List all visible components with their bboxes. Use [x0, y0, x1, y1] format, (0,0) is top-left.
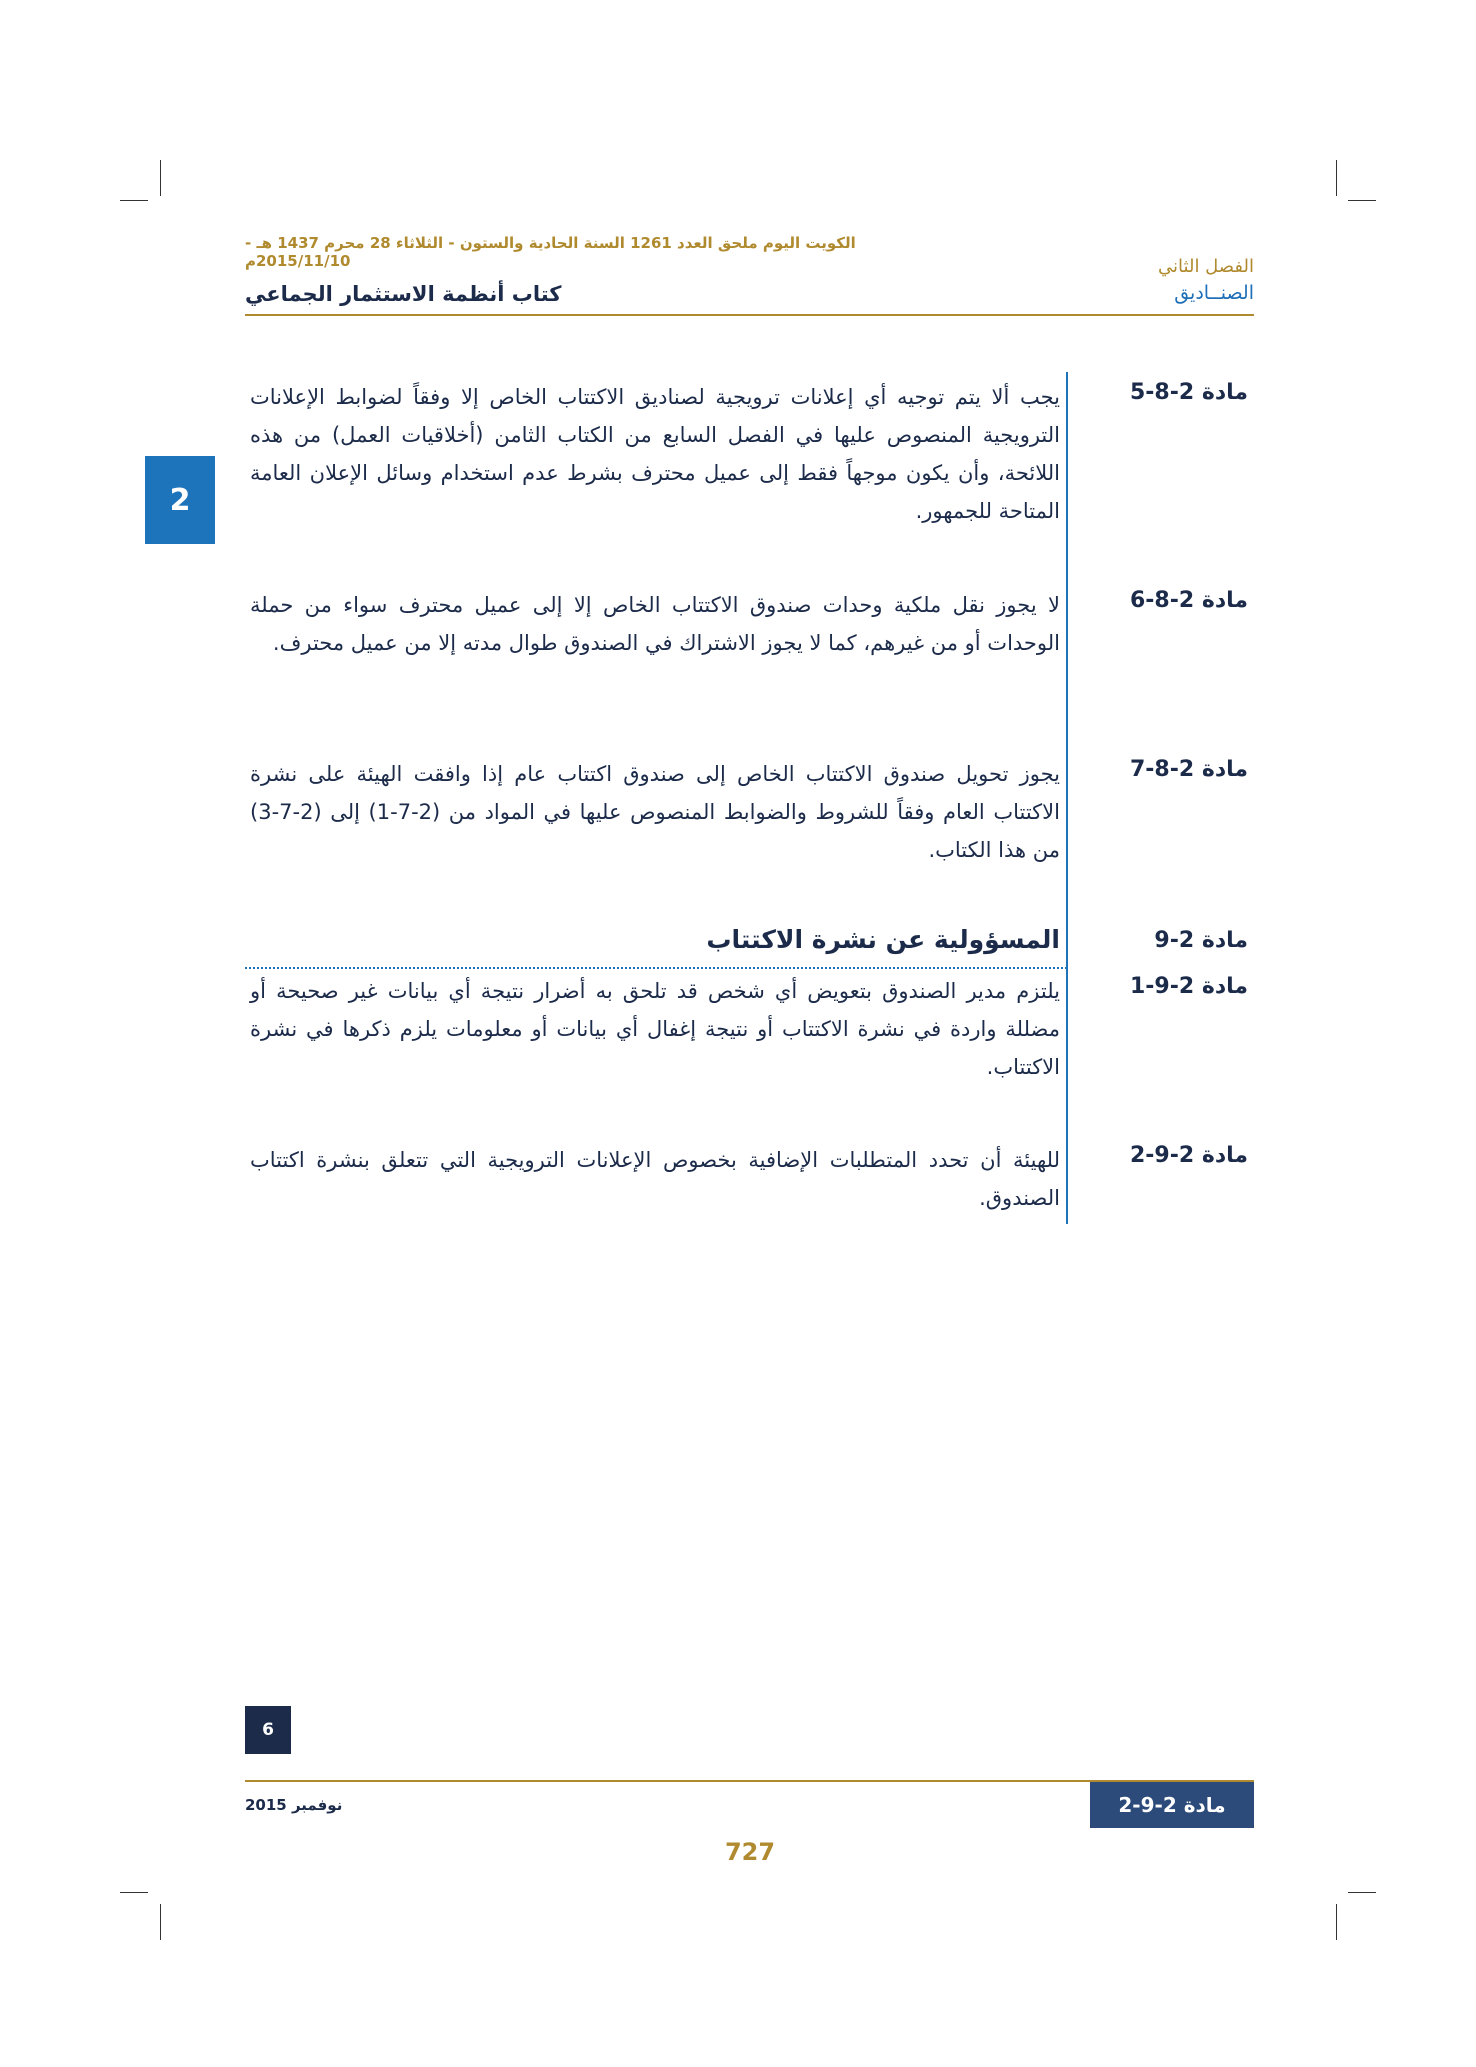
section-title: المسؤولية عن نشرة الاكتتاب: [706, 925, 1060, 954]
article-number: مادة 2-8-6: [1129, 588, 1248, 613]
crop-mark: [160, 1904, 161, 1940]
crop-mark: [1336, 1904, 1337, 1940]
gazette-line: الكويت اليوم ملحق العدد 1261 السنة الحادية والستون - الثلاثاء 28 محرم 1437 هـ - 2015/11/10م: [245, 234, 856, 270]
crop-mark: [120, 1892, 148, 1893]
footer-date: نوفمبر 2015: [245, 1796, 343, 1814]
crop-mark: [1348, 1892, 1376, 1893]
header-divider: [245, 314, 1254, 316]
page-box: 6: [245, 1706, 291, 1754]
article-number: مادة 2-8-5: [1129, 380, 1248, 405]
article-text: للهيئة أن تحدد المتطلبات الإضافية بخصوص الإعلانات الترويجية التي تتعلق بنشرة اكتتاب الصندوق.: [250, 1148, 1060, 1210]
chapter-tab: 2: [145, 456, 215, 544]
article-text: يجوز تحويل صندوق الاكتتاب الخاص إلى صندوق اكتتاب عام إذا وافقت الهيئة على نشرة الاكتتاب العام وفقاً للشروط والضوابط المنصوص عليها في المواد من (2-7-1) إلى (2-7-3) من هذا الكتاب.: [250, 762, 1060, 862]
article-number: مادة 2-9-1: [1129, 974, 1248, 999]
crop-mark: [1336, 160, 1337, 196]
section-number: مادة 2-9: [1154, 928, 1248, 953]
article-text: لا يجوز نقل ملكية وحدات صندوق الاكتتاب الخاص إلا إلى عميل محترف سواء من حملة الوحدات أو من غيرهم، كما لا يجوز الاشتراك في الصندوق طوال مدته إلا من عميل محترف.: [250, 593, 1060, 655]
crop-mark: [160, 160, 161, 196]
page-number: 727: [724, 1838, 776, 1866]
chapter-label: الفصل الثاني: [1158, 256, 1254, 277]
footer-article-ref: مادة 2-9-2: [1090, 1782, 1254, 1828]
article-number: مادة 2-9-2: [1129, 1143, 1248, 1168]
section-divider: [245, 967, 1067, 969]
section-label: الصنــاديق: [1174, 282, 1254, 304]
article-text: يلتزم مدير الصندوق بتعويض أي شخص قد تلحق به أضرار نتيجة أي بيانات غير صحيحة أو مضللة واردة في نشرة الاكتتاب أو نتيجة إغفال أي بيانات أو معلومات يلزم ذكرها في نشرة الاكتتاب.: [250, 979, 1060, 1079]
book-title: كتاب أنظمة الاستثمار الجماعي: [245, 282, 562, 306]
article-number: مادة 2-8-7: [1129, 757, 1248, 782]
crop-mark: [120, 200, 148, 201]
article-text: يجب ألا يتم توجيه أي إعلانات ترويجية لصناديق الاكتتاب الخاص إلا وفقاً لضوابط الإعلانات الترويجية المنصوص عليها في الفصل السابع من الكتاب الثامن (أخلاقيات العمل) من هذه اللائحة، وأن يكون موجهاً فقط إلى عميل محترف بشرط عدم استخدام وسائل الإعلان العامة المتاحة للجمهور.: [250, 385, 1060, 523]
column-divider: [1066, 372, 1068, 1224]
crop-mark: [1348, 200, 1376, 201]
